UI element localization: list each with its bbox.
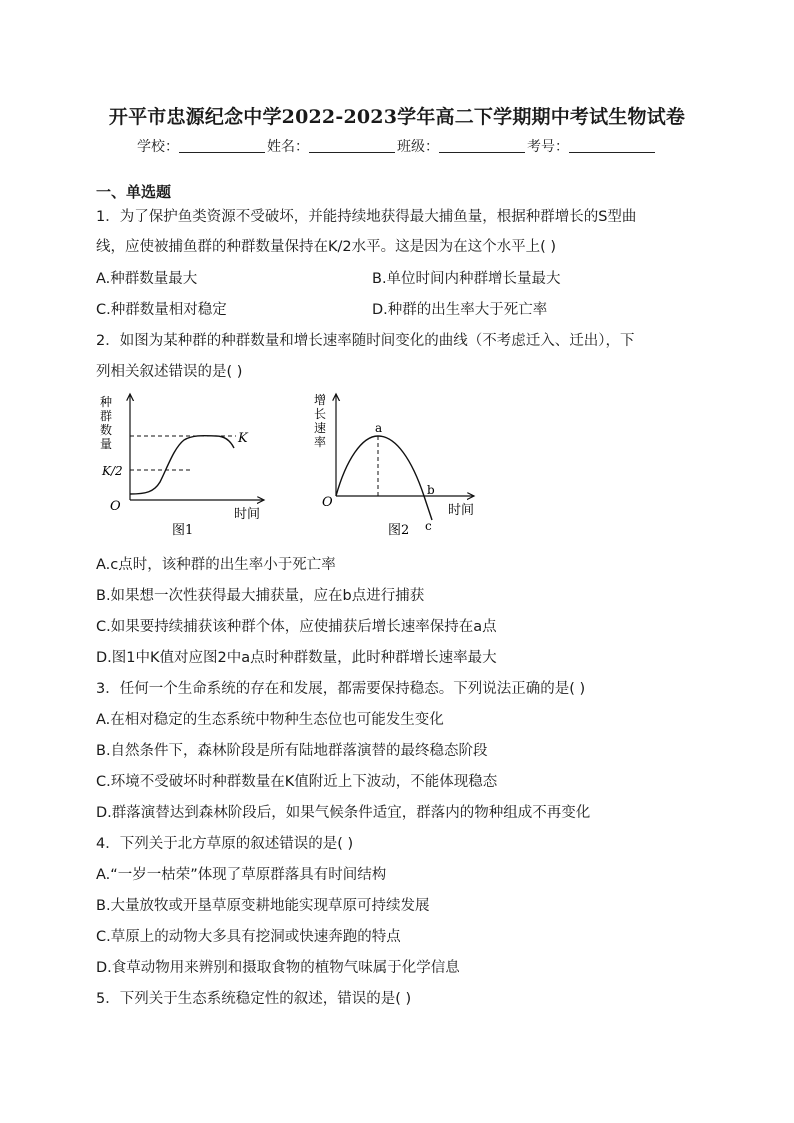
school-blank[interactable] — [179, 138, 265, 153]
q1-stem-line2: 线，应使被捕鱼群的种群数量保持在K/2水平。这是因为在这个水平上( ) — [96, 239, 557, 255]
fig2-point-c-label: c — [425, 519, 432, 533]
name-label: 姓名： — [267, 139, 309, 155]
q2-option-b: B.如果想一次性获得最大捕获量，应在b点进行捕获 — [96, 588, 425, 604]
q1-option-d: D.种群的出生率大于死亡率 — [372, 302, 548, 318]
fig2-caption: 图2 — [388, 523, 410, 538]
q3-option-b: B.自然条件下，森林阶段是所有陆地群落演替的最终稳态阶段 — [96, 743, 488, 759]
q2-option-c: C.如果要持续捕获该种群个体，应使捕获后增长速率保持在a点 — [96, 619, 497, 635]
q3-option-d: D.群落演替达到森林阶段后，如果气候条件适宜，群落内的物种组成不再变化 — [96, 805, 591, 821]
fig1-s-curve — [130, 436, 234, 494]
q1-stem-line1: 1．为了保护鱼类资源不受破坏，并能持续地获得最大捕鱼量，根据种群增长的S型曲 — [96, 209, 637, 225]
q3-option-a: A.在相对稳定的生态系统中物种生态位也可能发生变化 — [96, 712, 444, 728]
q2-stem-line1: 2．如图为某种群的种群数量和增长速率随时间变化的曲线（不考虑迁入、迁出），下 — [96, 333, 635, 349]
q4-option-d: D.食草动物用来辨别和摄取食物的植物气味属于化学信息 — [96, 960, 460, 976]
fig2-origin: O — [322, 495, 333, 510]
q4-stem-line1: 4．下列关于北方草原的叙述错误的是( ) — [96, 836, 354, 852]
school-label: 学校： — [137, 139, 179, 155]
fig1-k2-label: K/2 — [102, 464, 123, 478]
fig1-ylabel-1: 种 — [100, 395, 113, 409]
fig1-origin: O — [110, 499, 121, 514]
id-label: 考号： — [527, 139, 569, 155]
q1-option-a: A.种群数量最大 — [96, 271, 198, 287]
fig2-point-a-label: a — [375, 421, 383, 435]
q2-option-d: D.图1中K值对应图2中a点时种群数量，此时种群增长速率最大 — [96, 650, 497, 666]
fig2-growth-curve — [336, 436, 432, 520]
class-label: 班级： — [397, 139, 439, 155]
q3-option-c: C.环境不受破坏时种群数量在K值附近上下波动，不能体现稳态 — [96, 774, 498, 790]
fig1-ylabel-4: 量 — [100, 437, 113, 451]
q2-stem-line2: 列相关叙述错误的是( ) — [96, 364, 243, 380]
q4-option-a: A.“一岁一枯荣”体现了草原群落具有时间结构 — [96, 867, 387, 883]
figure-1-population-curve — [98, 390, 274, 542]
fig1-ylabel-2: 群 — [100, 409, 113, 423]
q5-stem-line1: 5．下列关于生态系统稳定性的叙述，错误的是( ) — [96, 991, 412, 1007]
q4-option-c: C.草原上的动物大多具有挖洞或快速奔跑的特点 — [96, 929, 401, 945]
class-blank[interactable] — [439, 138, 525, 153]
fig2-point-b-label: b — [427, 483, 435, 497]
fig2-ylabel-1: 增 — [314, 393, 327, 407]
fig1-ylabel-3: 数 — [100, 423, 113, 437]
q2-option-a: A.c点时，该种群的出生率小于死亡率 — [96, 557, 336, 573]
fig1-caption: 图1 — [172, 523, 194, 538]
fig2-ylabel-2: 长 — [314, 407, 327, 421]
fig2-ylabel-3: 速 — [314, 421, 327, 435]
q3-stem-line1: 3．任何一个生命系统的存在和发展，都需要保持稳态。下列说法正确的是( ) — [96, 681, 586, 697]
name-blank[interactable] — [309, 138, 395, 153]
fig1-k-label: K — [238, 431, 248, 446]
section-title: 一、单选题 — [96, 183, 172, 201]
student-info-row — [0, 136, 794, 156]
id-blank[interactable] — [569, 138, 655, 153]
q1-option-c: C.种群数量相对稳定 — [96, 302, 227, 318]
fig1-xlabel: 时间 — [234, 507, 261, 522]
q4-option-b: B.大量放牧或开垦草原变耕地能实现草原可持续发展 — [96, 898, 430, 914]
q1-option-b: B.单位时间内种群增长量最大 — [372, 271, 561, 287]
fig2-ylabel-4: 率 — [314, 435, 327, 449]
figure-2-growth-rate-curve — [312, 390, 482, 540]
fig2-xlabel: 时间 — [448, 503, 475, 518]
exam-title: 开平市忠源纪念中学2022-2023学年高二下学期期中考试生物试卷 — [108, 106, 686, 128]
